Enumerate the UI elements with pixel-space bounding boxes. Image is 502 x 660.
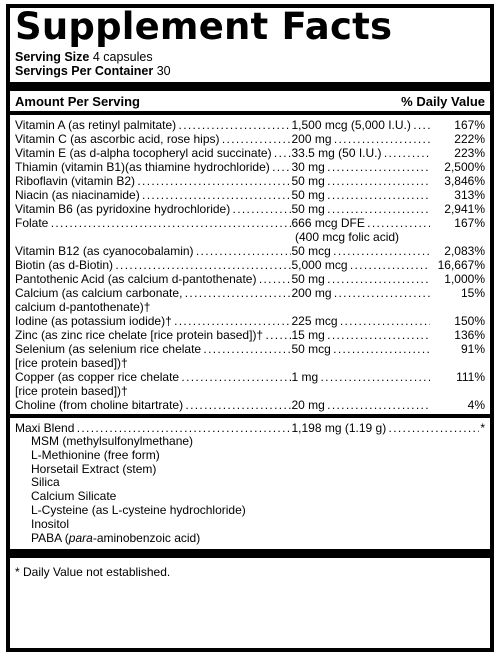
nutrient-daily-value: 167% — [454, 216, 485, 230]
nutrient-row — [15, 342, 485, 356]
nutrient-row-continuation — [15, 356, 485, 370]
nutrient-row — [15, 146, 485, 160]
nutrient-amount-continuation — [295, 356, 435, 370]
nutrient-daily-value: 136% — [454, 328, 485, 342]
nutrient-name-continuation: [rice protein based])† — [15, 384, 128, 398]
blend-ingredient: Calcium Silicate — [31, 489, 117, 504]
nutrient-row-continuation — [15, 230, 485, 244]
blend-ingredient: L-Cysteine (as L-cysteine hydrochloride) — [31, 502, 246, 517]
nutrient-row-continuation — [15, 300, 485, 314]
nutrient-amount: 5,000 mcg . . . — [291, 258, 429, 272]
nutrient-name: Calcium (as calcium carbonate, . . . — [15, 286, 291, 300]
servings-per-container-value: 30 — [156, 64, 171, 78]
nutrient-amount: 30 mg . . . — [291, 160, 429, 174]
nutrient-name: Copper (as copper rice chelate . . . — [15, 370, 291, 384]
nutrient-list — [15, 115, 485, 414]
nutrient-amount-continuation — [295, 300, 435, 314]
nutrient-row — [15, 398, 485, 412]
nutrient-row — [15, 328, 485, 342]
nutrient-daily-value: 91% — [460, 342, 485, 356]
nutrient-name: Selenium (as selenium rice chelate . . . — [15, 342, 291, 356]
nutrient-amount: 1,500 mcg (5,000 I.U.) . . . — [291, 118, 429, 132]
nutrient-row — [15, 272, 485, 286]
blend-amount: 1,198 mg (1.19 g) . . . — [291, 421, 479, 435]
nutrient-name: Biotin (as d-Biotin) . . . — [15, 258, 291, 272]
nutrient-daily-value: 167% — [454, 118, 485, 132]
panel-title: Supplement Facts — [15, 5, 393, 48]
nutrient-daily-value: 313% — [454, 188, 485, 202]
nutrient-daily-value: 15% — [460, 286, 485, 300]
blend-ingredient: Inositol — [31, 516, 70, 531]
nutrient-daily-value: 3,846% — [444, 174, 485, 188]
servings-per-container-label: Servings Per Container — [15, 64, 154, 78]
nutrient-amount: 50 mcg . . . — [291, 244, 429, 258]
blend-row — [15, 421, 485, 435]
nutrient-row — [15, 188, 485, 202]
nutrient-amount: 50 mg . . . — [291, 188, 429, 202]
divider-thick — [10, 549, 490, 558]
serving-size-line — [15, 50, 485, 64]
blend-name: Maxi Blend . . . — [15, 421, 291, 435]
nutrient-row — [15, 314, 485, 328]
amount-per-serving-header: Amount Per Serving — [15, 94, 140, 109]
column-header — [15, 93, 485, 111]
nutrient-row-continuation — [15, 384, 485, 398]
blend-ingredient: MSM (methylsulfonylmethane) — [31, 434, 194, 448]
nutrient-name: Choline (from choline bitartrate) . . . — [15, 398, 291, 412]
blend-ingredient: Horsetail Extract (stem) — [31, 461, 157, 476]
nutrient-amount: 666 mcg DFE . . . — [291, 216, 429, 230]
blend-dv: * — [480, 421, 485, 435]
nutrient-daily-value: 16,667% — [437, 258, 485, 272]
nutrient-amount: 33.5 mg (50 I.U.) . . . — [291, 146, 429, 160]
nutrient-daily-value: 1,000% — [444, 272, 485, 286]
nutrient-amount: 20 mg . . . — [291, 398, 429, 412]
nutrient-name: Vitamin E (as d-alpha tocopheryl acid succinate) . . . — [15, 146, 291, 160]
nutrient-name: Zinc (as zinc rice chelate [rice protein based])† . . . — [15, 328, 291, 342]
nutrient-name: Vitamin C (as ascorbic acid, rose hips) . . . — [15, 132, 291, 146]
nutrient-daily-value: 222% — [454, 132, 485, 146]
serving-size-value: 4 capsules — [92, 50, 153, 64]
servings-per-container-line — [15, 64, 485, 78]
nutrient-row — [15, 286, 485, 300]
nutrient-row — [15, 160, 485, 174]
nutrient-name-continuation: calcium d-pantothenate)† — [15, 300, 151, 314]
blend-ingredient: L-Methionine (free form) — [31, 447, 160, 462]
nutrient-name: Vitamin B6 (as pyridoxine hydrochloride) . . . — [15, 202, 291, 216]
nutrient-name: Iodine (as potassium iodide)† . . . — [15, 314, 291, 328]
nutrient-amount: 15 mg . . . — [291, 328, 429, 342]
nutrient-row — [15, 202, 485, 216]
maxi-blend-section — [15, 418, 485, 549]
nutrient-daily-value: 4% — [467, 398, 485, 412]
italic-prefix: para — [68, 530, 93, 545]
nutrient-name-continuation: [rice protein based])† — [15, 356, 128, 370]
nutrient-amount: 200 mg . . . — [291, 286, 429, 300]
daily-value-header: % Daily Value — [401, 94, 485, 109]
nutrient-amount: 50 mg . . . — [291, 174, 429, 188]
divider-thick — [10, 82, 490, 91]
serving-size-label: Serving Size — [15, 50, 90, 64]
supplement-facts-panel — [6, 4, 494, 652]
nutrient-row — [15, 174, 485, 188]
nutrient-row — [15, 118, 485, 132]
nutrient-name-continuation — [15, 230, 295, 244]
nutrient-amount: 50 mcg . . . — [291, 342, 429, 356]
nutrient-name: Niacin (as niacinamide) . . . — [15, 188, 291, 202]
nutrient-name: Vitamin A (as retinyl palmitate) . . . — [15, 118, 291, 132]
nutrient-amount: 50 mg . . . — [291, 202, 429, 216]
blend-ingredient-list — [15, 435, 485, 545]
nutrient-amount-continuation: (400 mcg folic acid) — [295, 230, 400, 244]
nutrient-name: Thiamin (vitamin B1)(as thiamine hydrochloride) . . . — [15, 160, 291, 174]
nutrient-daily-value: 2,500% — [444, 160, 485, 174]
nutrient-row — [15, 216, 485, 230]
footnote: * Daily Value not established. — [15, 565, 171, 580]
nutrient-daily-value: 111% — [456, 370, 485, 384]
nutrient-name: Folate . . . — [15, 216, 291, 230]
nutrient-row — [15, 370, 485, 384]
nutrient-daily-value: 2,941% — [444, 202, 485, 216]
nutrient-amount: 1 mg . . . — [291, 370, 429, 384]
nutrient-daily-value: 150% — [454, 314, 485, 328]
nutrient-name: Vitamin B12 (as cyanocobalamin) . . . — [15, 244, 291, 258]
blend-ingredient: Silica — [31, 475, 60, 490]
nutrient-row — [15, 244, 485, 258]
nutrient-name: Riboflavin (vitamin B2) . . . — [15, 174, 291, 188]
nutrient-name: Pantothenic Acid (as calcium d-pantothenate) . . . — [15, 272, 291, 286]
nutrient-row — [15, 132, 485, 146]
nutrient-amount: 225 mcg . . . — [291, 314, 429, 328]
nutrient-daily-value: 2,083% — [444, 244, 485, 258]
blend-ingredient: PABA (para-aminobenzoic acid) — [31, 530, 201, 545]
nutrient-amount-continuation — [295, 384, 435, 398]
nutrient-amount: 50 mg . . . — [291, 272, 429, 286]
nutrient-daily-value: 223% — [454, 146, 485, 160]
nutrient-row — [15, 258, 485, 272]
nutrient-amount: 200 mg . . . — [291, 132, 429, 146]
